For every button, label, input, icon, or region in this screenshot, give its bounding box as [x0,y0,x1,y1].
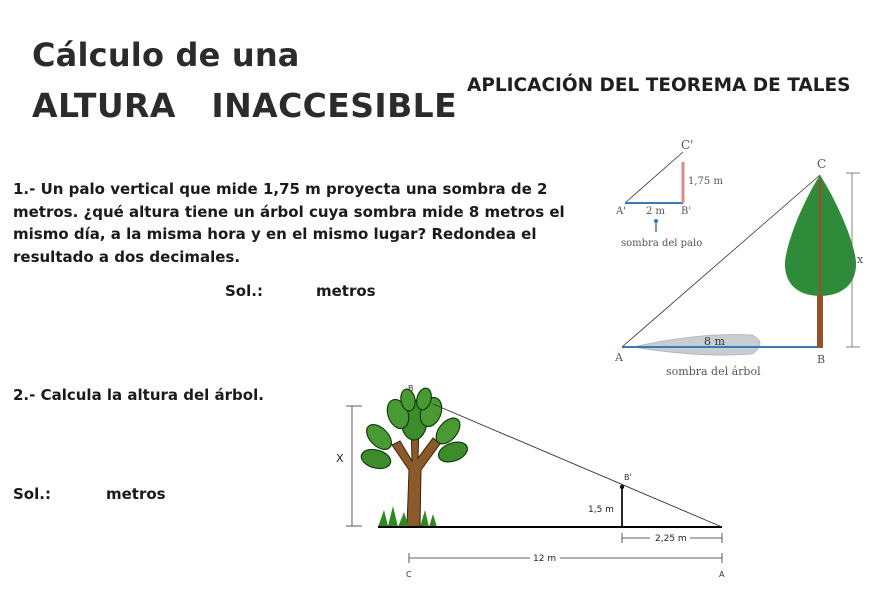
label-a-small: A' [616,206,626,217]
label-height-x: X [336,452,344,465]
page-title-line2: ALTURA INACCESIBLE [32,86,458,125]
problem1-statement: 1.- Un palo vertical que mide 1,75 m proyecta una sombra de 2 metros. ¿qué altura tiene un árbol cuya sombra mide 8 metros el mismo día, a la misma hora y en el mismo lugar? Redondea el resultado a dos decimales. [13,180,565,266]
label-point-b-prime: B' [624,473,632,482]
problem2-sol-label: Sol.: [13,485,51,503]
hypotenuse [433,404,722,527]
label-c: C [817,157,827,171]
label-point-b: B [408,384,414,393]
page-title-line1: Cálculo de una [32,36,300,74]
diagram-stick-tree-shadows [600,130,886,385]
label-point-c: C [406,570,412,579]
small-hypotenuse [625,152,683,203]
label-long-base: 12 m [533,554,557,564]
label-tree-shadow: 8 m [704,335,725,348]
stick-shadow-pointer-dot [654,219,658,223]
problem1-unit-label: metros [316,282,376,300]
diagram-tree-triangle [330,380,740,585]
label-stick-height: 1,5 m [588,505,614,515]
tree-shadow-shape [633,335,760,356]
label-c-small: C' [681,138,694,152]
label-stick-shadow: 2 m [646,206,666,217]
label-short-base: 2,25 m [655,534,687,544]
page-subtitle: APLICACIÓN DEL TEOREMA DE TALES [467,75,851,96]
tree-illustration [359,387,470,527]
label-tree-height: x [857,253,864,266]
label-tree-shadow-caption: sombra del árbol [666,365,761,378]
label-a: A [615,351,623,364]
stick-top [620,485,624,489]
label-b: B [817,353,826,366]
problem1-sol-label: Sol.: [225,282,263,300]
label-stick-height: 1,75 m [688,176,723,187]
label-stick-shadow-caption: sombra del palo [621,238,703,249]
label-point-a: A [719,570,725,579]
problem2-statement: 2.- Calcula la altura del árbol. [13,386,264,404]
label-b-small: B' [681,206,692,217]
problem2-unit-label: metros [106,485,166,503]
